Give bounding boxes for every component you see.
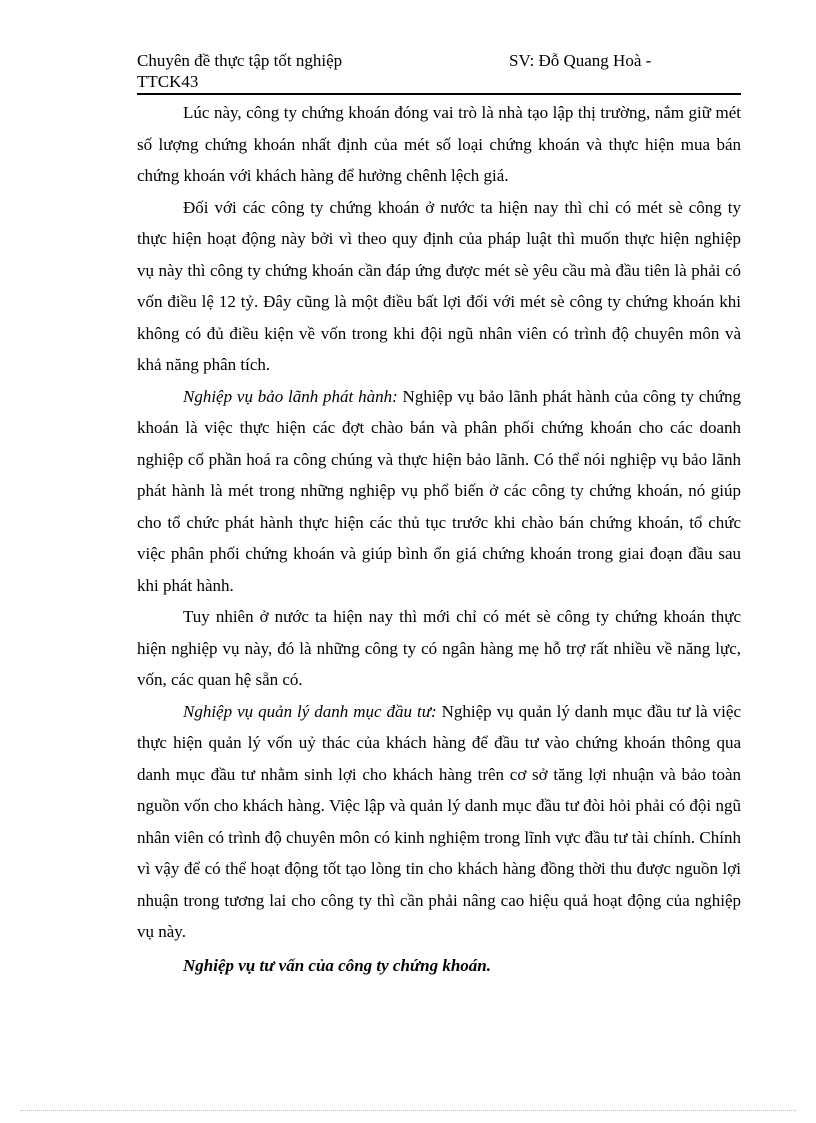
paragraph-text: Đối với các công ty chứng khoán ở nước ta hiện nay thì chỉ có mét sè công ty thực hiện hoạt động này bởi vì theo quy định của pháp luật thì muốn thực hiện nghiệp vụ này thì công ty chứng khoán cần đáp ứng được mét sè yêu cầu mà đầu tiên là phải có vốn điều lệ 12 tỷ. Đây cũng là một điều bất lợi đối với mét sè công ty chứng khoán khi không có đủ điều kiện về vốn trong khi đội ngũ nhân viên có trình độ chuyên môn và khả năng phân tích. (137, 197, 741, 374)
paragraph-2 (137, 192, 741, 381)
paragraph-4 (137, 601, 741, 696)
header-author: SV: Đỗ Quang Hoà - (509, 51, 652, 70)
paragraph-1 (137, 97, 741, 192)
page-bottom-border (20, 1110, 796, 1111)
paragraph-5 (137, 696, 741, 948)
page-header (137, 50, 741, 92)
document-body (137, 97, 741, 981)
header-line-1 (137, 50, 741, 71)
section-heading: Nghiệp vụ tư vấn của công ty chứng khoán. (183, 955, 491, 975)
header-title: Chuyên đề thực tập tốt nghiệp (137, 51, 343, 70)
paragraph-lead: Nghiệp vụ quản lý danh mục đầu tư: (183, 701, 437, 721)
paragraph-3 (137, 381, 741, 602)
paragraph-text: Tuy nhiên ở nước ta hiện nay thì mới chỉ có mét sè công ty chứng khoán thực hiện nghiệp vụ này, đó là những công ty có ngân hàng mẹ hỗ trợ rất nhiều về năng lực, vốn, các quan hệ sẵn có. (137, 607, 741, 689)
header-class-code: TTCK43 (137, 72, 199, 91)
paragraph-lead: Nghiệp vụ bảo lãnh phát hành: (183, 386, 398, 406)
paragraph-text: Nghiệp vụ quản lý danh mục đầu tư là việc thực hiện quản lý vốn uỷ thác của khách hàng để đầu tư vào chứng khoán thông qua danh mục đầu tư nhằm sinh lợi cho khách hàng trên cơ sở tăng lợi nhuận và bảo toàn nguồn vốn cho khách hàng. Việc lập và quản lý danh mục đầu tư đòi hỏi phải có đội ngũ nhân viên có trình độ chuyên môn có kinh nghiệm trong lĩnh vực đầu tư tài chính. Chính vì vậy để có thể hoạt động tốt tạo lòng tin cho khách hàng đồng thời thu được nguồn lợi nhuận trong tương lai cho công ty thì cần phải nâng cao hiệu quả hoạt động của nghiệp vụ này. (137, 701, 741, 941)
paragraph-text: Lúc này, công ty chứng khoán đóng vai trò là nhà tạo lập thị trường, nắm giữ mét số lượng chứng khoán nhất định của mét số loại chứng khoán và thực hiện mua bán chứng khoán với khách hàng để hưởng chênh lệch giá. (137, 103, 741, 185)
header-divider (137, 93, 741, 95)
paragraph-text: Nghiệp vụ bảo lãnh phát hành của công ty chứng khoán là việc thực hiện các đợt chào bán và phân phối chứng khoán cho các doanh nghiệp cổ phần hoá ra công chúng và thực hiện bảo lãnh. Có thể nói nghiệp vụ bảo lãnh phát hành là mét trong những nghiệp vụ phổ biến ở các công ty chứng khoán, nó giúp cho tổ chức phát hành thực hiện các thủ tục trước khi chào bán chứng khoán, tổ chức việc phân phối chứng khoán và giúp bình ổn giá chứng khoán trong giai đoạn đầu sau khi phát hành. (137, 386, 742, 595)
